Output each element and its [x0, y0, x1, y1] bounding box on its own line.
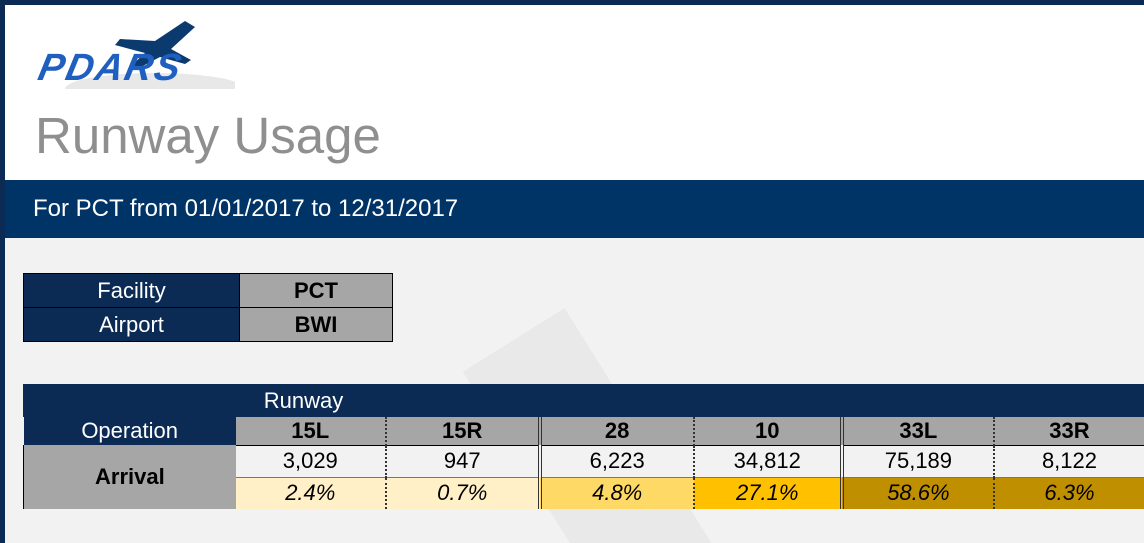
runway-col-28: 28 — [540, 417, 694, 445]
count-15R: 947 — [386, 445, 540, 477]
page-title: Runway Usage — [35, 107, 381, 164]
report-body — [5, 238, 1144, 543]
count-33L: 75,189 — [842, 445, 994, 477]
runway-header: Runway — [236, 384, 1144, 417]
runway-col-15L: 15L — [236, 417, 386, 445]
facility-value: PCT — [240, 274, 393, 308]
count-15L: 3,029 — [236, 445, 386, 477]
arrival-label: Arrival — [24, 445, 236, 509]
facility-info-table — [23, 273, 393, 342]
percent-33R: 6.3% — [994, 477, 1144, 509]
count-10: 34,812 — [694, 445, 842, 477]
runway-col-33L: 33L — [842, 417, 994, 445]
runway-caption-row — [24, 384, 1144, 417]
runway-col-15R: 15R — [386, 417, 540, 445]
percent-15L: 2.4% — [236, 477, 386, 509]
percent-28: 4.8% — [540, 477, 694, 509]
operation-header: Operation — [24, 417, 236, 445]
percent-10: 27.1% — [694, 477, 842, 509]
date-range-text: For PCT from 01/01/2017 to 12/31/2017 — [33, 195, 459, 222]
runway-col-33R: 33R — [994, 417, 1144, 445]
count-33R: 8,122 — [994, 445, 1144, 477]
pdars-logo — [35, 19, 235, 89]
facility-label: Facility — [24, 274, 240, 308]
percent-33L: 58.6% — [842, 477, 994, 509]
logo-text: PDARS — [34, 47, 187, 89]
arrival-count-row — [24, 445, 1144, 477]
runway-columns-row — [24, 417, 1144, 445]
date-range-band — [5, 180, 1144, 238]
facility-row — [24, 274, 393, 308]
runway-usage-table — [23, 384, 1144, 509]
percent-15R: 0.7% — [386, 477, 540, 509]
airport-label: Airport — [24, 308, 240, 342]
airport-value: BWI — [240, 308, 393, 342]
count-28: 6,223 — [540, 445, 694, 477]
airport-row — [24, 308, 393, 342]
runway-col-10: 10 — [694, 417, 842, 445]
